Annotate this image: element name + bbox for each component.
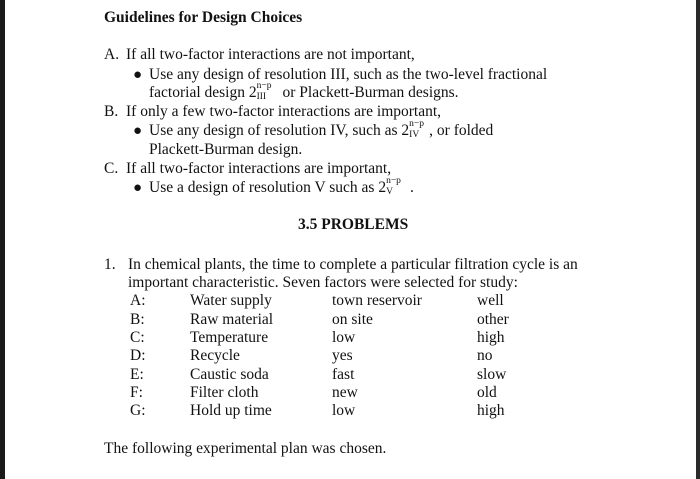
guideline-c-bullet-line1 (149, 176, 414, 197)
guideline-b-text-1: Use any design of resolution IV, such as (149, 122, 402, 139)
factor-level-2: high (477, 329, 505, 346)
guideline-a-condition: If all two-factor interactions are not important, (126, 46, 415, 63)
guideline-b-condition: If only a few two-factor interactions are important, (126, 103, 442, 120)
guideline-b-bullet-line2: Plackett-Burman design. (149, 141, 303, 158)
design-notation-v: 2 n−p V (378, 176, 401, 197)
factor-level-2: well (477, 292, 504, 309)
guidelines-heading: Guidelines for Design Choices (104, 9, 303, 26)
factor-level-1: town reservoir (332, 292, 422, 309)
factor-name: Water supply (190, 292, 272, 309)
factor-level-1: yes (332, 347, 353, 364)
factor-letter: C: (130, 329, 145, 346)
design-notation-iv: 2 n−p IV (401, 119, 425, 140)
factor-letter: G: (130, 402, 146, 419)
guideline-c-condition: If all two-factor interactions are important, (126, 160, 392, 177)
factor-level-2: other (477, 311, 509, 328)
factor-letter: B: (130, 311, 145, 328)
factor-name: Hold up time (190, 402, 272, 419)
guideline-b-bullet-line1 (149, 119, 494, 140)
design-notation-iii: 2 n−p III (248, 81, 272, 102)
guideline-a-bullet-line2 (149, 81, 459, 102)
guideline-a-text-2: or Plackett-Burman designs. (278, 84, 459, 101)
factor-level-2: high (477, 402, 505, 419)
guideline-a-text-1: factorial design (149, 84, 249, 101)
guideline-c-text-1: Use a design of resolution V such as (149, 179, 379, 196)
problem-number: 1. (104, 256, 116, 273)
factor-level-1: low (332, 329, 356, 346)
factor-level-1: low (332, 402, 356, 419)
factor-letter: E: (130, 366, 144, 383)
bullet-icon: ● (133, 123, 143, 139)
factor-level-1: fast (332, 366, 355, 383)
factor-level-1: new (332, 384, 358, 401)
factor-level-1: on site (332, 311, 373, 328)
guideline-c-letter: C. (104, 160, 119, 177)
factor-name: Filter cloth (190, 384, 259, 401)
bullet-icon: ● (133, 180, 143, 196)
factor-level-2: old (477, 384, 497, 401)
factor-name: Temperature (190, 329, 269, 346)
factor-level-2: slow (477, 366, 507, 383)
factor-name: Recycle (190, 347, 240, 364)
problem-line1: In chemical plants, the time to complete a particular filtration cycle is an (128, 256, 578, 273)
guideline-b-text-2: , or folded (429, 122, 494, 139)
factor-letter: F: (130, 384, 143, 401)
closing-sentence: The following experimental plan was chosen. (104, 440, 387, 457)
guideline-a-bullet-line1: Use any design of resolution III, such as the two-level fractional (149, 66, 548, 83)
factor-letter: D: (130, 347, 146, 364)
guideline-b-letter: B. (104, 103, 119, 120)
factor-level-2: no (477, 347, 493, 364)
factor-name: Raw material (190, 311, 274, 328)
factor-letter: A: (130, 292, 146, 309)
section-title: 3.5 PROBLEMS (298, 216, 409, 233)
guideline-c-text-2: . (406, 179, 414, 196)
guideline-a-letter: A. (104, 46, 120, 63)
problem-line2: important characteristic. Seven factors were selected for study: (128, 274, 518, 291)
bullet-icon: ● (133, 67, 143, 83)
factor-name: Caustic soda (190, 366, 269, 383)
